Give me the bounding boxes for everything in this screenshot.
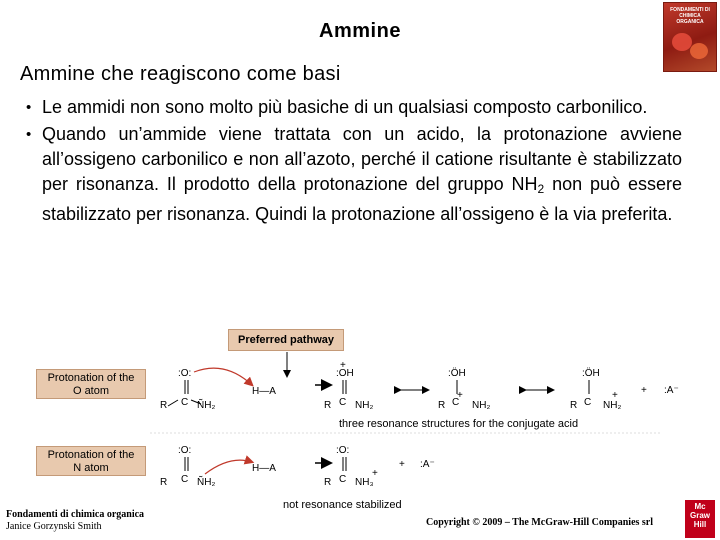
svg-text::ÖH: :ÖH: [582, 368, 600, 379]
label-n-line1: Protonation of the: [47, 449, 135, 461]
svg-text:H—A: H—A: [252, 463, 276, 474]
svg-text:R: R: [160, 400, 168, 411]
svg-text:NH₃: NH₃: [355, 477, 374, 488]
svg-text:+: +: [457, 390, 463, 401]
svg-text:ÑH₂: ÑH₂: [197, 477, 216, 488]
resonance-caption: three resonance structures for the conjugate acid: [339, 418, 579, 430]
svg-text:R: R: [438, 400, 446, 411]
svg-text:R: R: [160, 477, 168, 488]
svg-text:ÑH₂: ÑH₂: [197, 400, 216, 411]
svg-text::A⁻: :A⁻: [420, 459, 435, 470]
svg-text::O:: :O:: [178, 368, 192, 379]
not-stabilized-caption: not resonance stabilized: [283, 499, 402, 511]
svg-text:NH₂: NH₂: [355, 400, 374, 411]
svg-text:H—A: H—A: [252, 386, 276, 397]
bullet-text-2b: non può essere stabilizzato per risonanza. Quindi la protonazione all’ossigeno è la via preferita.: [42, 174, 682, 224]
svg-text:C: C: [339, 474, 347, 485]
svg-text::A⁻: :A⁻: [664, 385, 679, 396]
svg-text:C: C: [181, 397, 189, 408]
svg-text:R: R: [324, 477, 332, 488]
svg-text::ÖH: :ÖH: [448, 368, 466, 379]
svg-text::O:: :O:: [336, 445, 350, 456]
book-cover-text: FONDAMENTI DI CHIMICA ORGANICA: [670, 7, 710, 25]
svg-text:NH₂: NH₂: [472, 400, 491, 411]
subscript-2: 2: [537, 182, 545, 196]
footer-book-title: Fondamenti di chimica organica: [6, 509, 145, 520]
svg-text:C: C: [452, 397, 460, 408]
mcgraw-hill-logo: Mc Graw Hill: [685, 500, 715, 538]
svg-text:+: +: [372, 468, 378, 479]
svg-text:+: +: [340, 360, 346, 371]
slide-subtitle: Ammine che reagiscono come basi: [20, 63, 341, 85]
svg-text:C: C: [181, 474, 189, 485]
svg-text:C: C: [584, 397, 592, 408]
label-n-line2: N atom: [73, 462, 109, 474]
label-o-line2: O atom: [72, 385, 110, 397]
preferred-pathway-label: Preferred pathway: [228, 329, 344, 351]
svg-text:C: C: [339, 397, 347, 408]
plus-sign-1: +: [641, 385, 647, 396]
svg-text::OH: :OH: [336, 368, 354, 379]
footer-author: Janice Gorzynski Smith: [6, 521, 102, 532]
slide-title: Ammine: [319, 20, 401, 42]
bullet-text-2a: Quando un’ammide viene trattata con un acido, la protonazione avviene all’ossigeno carbonilico e non all’azoto, perché il catione risultante è stabilizzato per risonanza. Il prodotto della protonazione del gruppo NH: [42, 124, 682, 194]
svg-text:NH₂: NH₂: [603, 400, 622, 411]
svg-text::O:: :O:: [178, 445, 192, 456]
svg-text:R: R: [570, 400, 578, 411]
footer-copyright: Copyright © 2009 – The McGraw-Hill Companies srl: [426, 517, 654, 528]
bullet-text-1: Le ammidi non sono molto più basiche di un qualsiasi composto carbonilico.: [42, 97, 648, 117]
svg-text:+: +: [612, 390, 618, 401]
label-o-line1: Protonation of the: [47, 372, 135, 384]
footer-book-info: [6, 509, 144, 533]
svg-text:R: R: [324, 400, 332, 411]
svg-text:+: +: [399, 459, 405, 470]
